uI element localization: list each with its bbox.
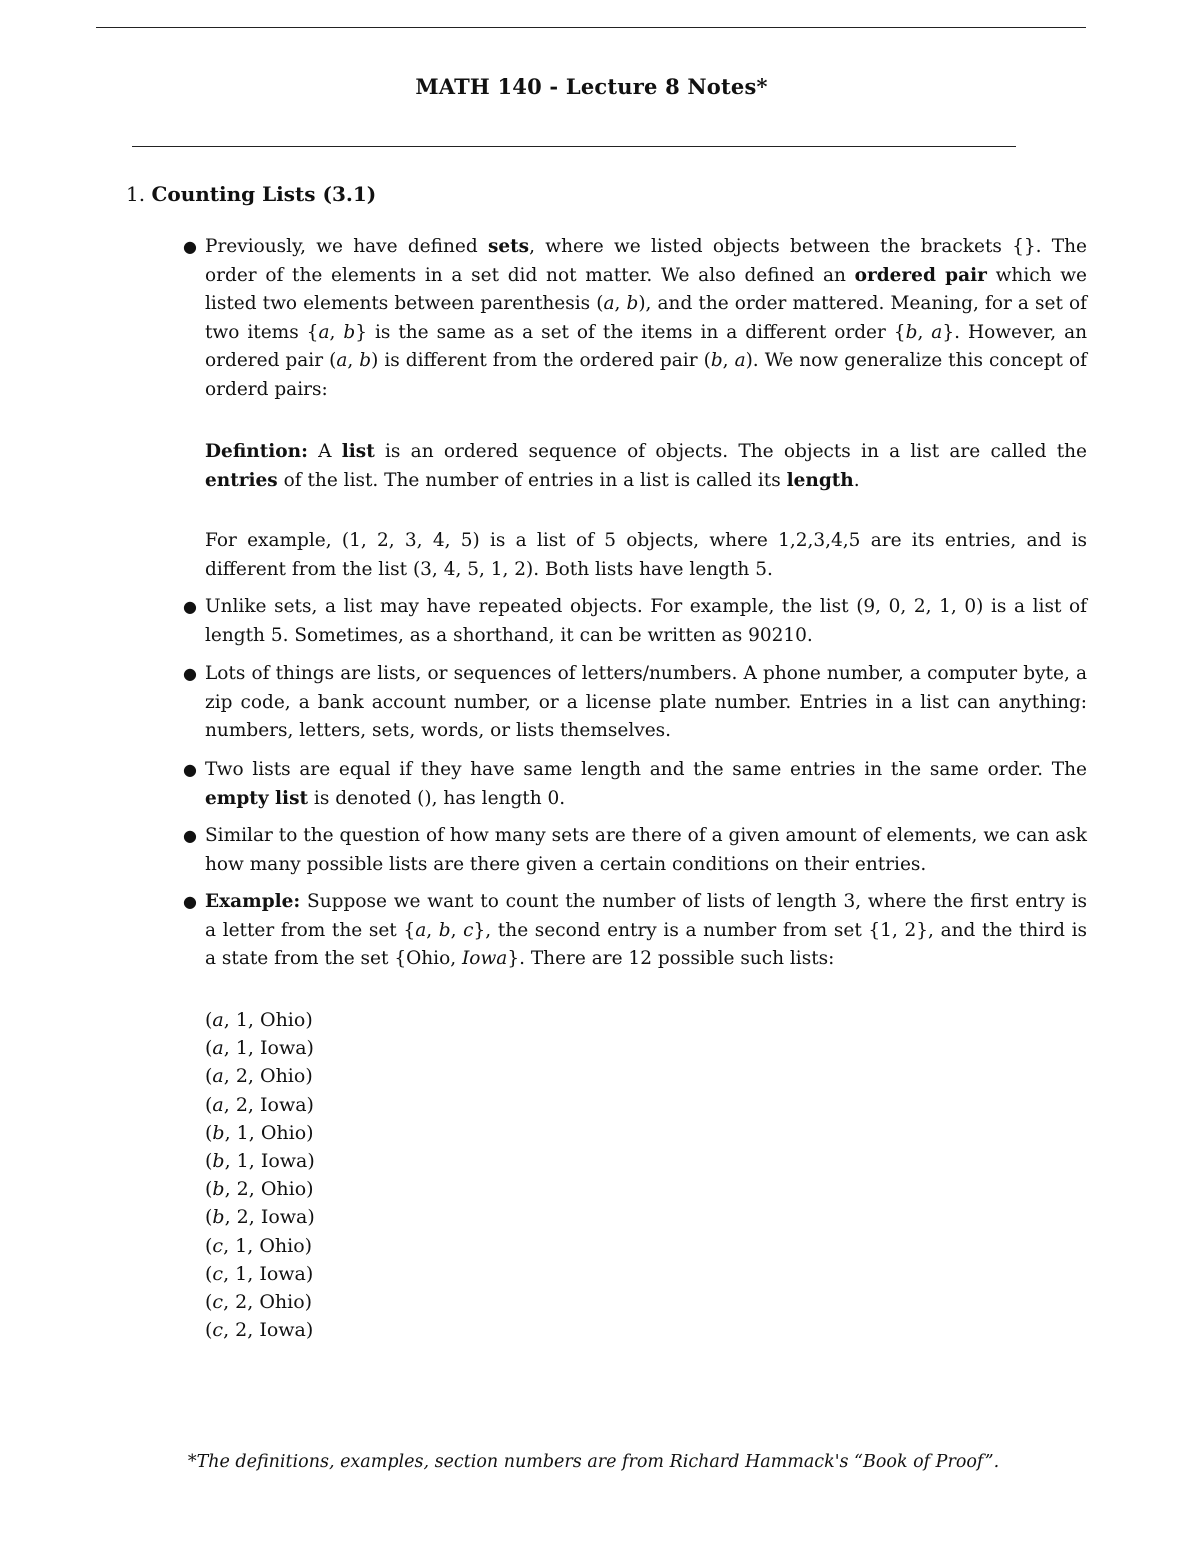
- text: , 1, Ohio): [224, 1121, 314, 1144]
- text: which we listed two elements between parenthesis (: [205, 264, 1087, 315]
- var: a: [212, 1009, 224, 1031]
- text: ,: [426, 919, 439, 941]
- term-list: list: [341, 441, 375, 462]
- text: ). We now generalize this concept of orderd pairs:: [205, 350, 1087, 400]
- bullet-icon: ●: [183, 597, 197, 616]
- text: , 2, Iowa): [224, 1206, 315, 1229]
- example-paragraph: For example, (1, 2, 3, 4, 5) is a list of 5 objects, where 1,2,3,4,5 are its entries, and is different from the list (3, 4, 5, 1, 2). Both lists have length 5.: [205, 530, 1087, 580]
- list-item: [205, 1260, 315, 1288]
- bullet-icon: ●: [183, 664, 197, 683]
- var: a: [603, 293, 615, 315]
- bullet-repeated: Unlike sets, a list may have repeated objects. For example, the list (9, 0, 2, 1, 0) is a list of length 5. Sometimes, as a shorthand, it can be written as 90210.: [205, 596, 1087, 646]
- text: .: [853, 469, 860, 491]
- var: a: [318, 321, 330, 343]
- var: b: [626, 293, 639, 315]
- section-title: Counting Lists (3.1): [151, 182, 377, 206]
- text: ,: [917, 321, 932, 343]
- definition-label: Defintion:: [205, 441, 308, 462]
- list-item: [205, 1006, 315, 1034]
- text: ,: [722, 350, 735, 372]
- text: , 2, Iowa): [223, 1319, 314, 1342]
- text: }. However, an ordered pair (: [205, 321, 1088, 372]
- possible-lists: [205, 1006, 315, 1344]
- var: c: [463, 919, 474, 941]
- text: , 1, Iowa): [223, 1262, 314, 1285]
- var: a: [212, 1065, 224, 1088]
- bullet-equal-lists: [205, 756, 1087, 813]
- var: b: [905, 321, 918, 343]
- list-item: [205, 1062, 315, 1090]
- section-heading: [126, 182, 376, 206]
- var: b: [710, 350, 723, 372]
- var: a: [931, 321, 943, 343]
- var: c: [212, 1319, 224, 1342]
- bullet-icon: ●: [183, 892, 197, 911]
- text: , 1, Iowa): [224, 1150, 315, 1173]
- paren: (: [205, 1291, 213, 1314]
- text: Two lists are equal if they have same length and the same entries in the same order. The: [205, 759, 1087, 780]
- text: Previously, we have defined: [205, 236, 488, 257]
- text: ,: [347, 350, 360, 372]
- bullet-lots-of-things: Lots of things are lists, or sequences of letters/numbers. A phone number, a computer byte, a zip code, a bank account number, or a license plate number. Entries in a list can anything: numbers, letters, sets, words, or lists themselves.: [205, 663, 1087, 742]
- text: , 1, Ohio): [223, 1234, 313, 1257]
- term-length: length: [786, 469, 854, 491]
- definition-paragraph: [205, 438, 1087, 495]
- var: Iowa: [462, 948, 508, 970]
- var: a: [336, 350, 348, 372]
- text: ), and the order mattered. Meaning, for a set of two items {: [205, 293, 1087, 343]
- bullet-icon: ●: [183, 826, 197, 845]
- text: is an ordered sequence of objects. The objects in a list are called the: [374, 441, 1087, 462]
- bullet-similar: Similar to the question of how many sets are there of a given amount of elements, we can ask how many possible lists are there given a certain conditions on their entries.: [205, 825, 1087, 875]
- paren: (: [205, 1121, 213, 1144]
- var: a: [734, 350, 746, 372]
- text: ) is different from the ordered pair (: [371, 350, 711, 372]
- term-ordered-pair: ordered pair: [854, 264, 987, 286]
- term-sets: sets: [487, 236, 530, 257]
- bullet-previously: [205, 233, 1087, 405]
- var: b: [212, 1121, 225, 1144]
- page-title: MATH 140 - Lecture 8 Notes*: [415, 74, 768, 99]
- top-rule: [96, 27, 1086, 28]
- paren: (: [205, 1262, 213, 1285]
- var: b: [212, 1206, 225, 1229]
- footnote: *The definitions, examples, section numbers are from Richard Hammack's “Book of Proof”.: [187, 1452, 1000, 1472]
- var: c: [212, 1262, 224, 1285]
- bullet-example: [205, 888, 1087, 974]
- paren: (: [205, 1065, 213, 1088]
- text: of the list. The number of entries in a list is called its: [277, 469, 787, 491]
- list-item: [205, 1034, 315, 1062]
- text: ,: [450, 919, 464, 941]
- text: A: [307, 441, 342, 462]
- text: , 2, Ohio): [224, 1178, 314, 1201]
- text: , where we listed objects between the brackets {}. The order of the elements in a set did not matter. We also defined an: [205, 236, 1087, 286]
- var: c: [212, 1234, 224, 1257]
- text: }, the second entry is a number from set {1, 2}, and the third is a state from the set {Ohio,: [205, 919, 1087, 970]
- bullet-icon: ●: [183, 237, 197, 256]
- var: b: [212, 1150, 225, 1173]
- paren: (: [205, 1234, 213, 1257]
- text: , 2, Ohio): [223, 1065, 313, 1088]
- text: , 2, Iowa): [223, 1093, 314, 1116]
- text: Suppose we want to count the number of lists of length 3, where the first entry is a letter from the set {: [205, 891, 1087, 941]
- list-item: [205, 1147, 315, 1175]
- paren: (: [205, 1093, 213, 1116]
- list-item: [205, 1232, 315, 1260]
- var: b: [359, 350, 372, 372]
- paren: (: [205, 1037, 213, 1060]
- var: a: [212, 1093, 224, 1116]
- text: } is the same as a set of the items in a different order {: [355, 321, 906, 343]
- var: a: [212, 1037, 224, 1060]
- text: , 1, Iowa): [223, 1037, 314, 1060]
- list-item: [205, 1316, 315, 1344]
- var: a: [415, 919, 427, 941]
- list-item: [205, 1091, 315, 1119]
- text: ,: [614, 293, 627, 315]
- text: , 1, Ohio): [223, 1009, 313, 1031]
- list-item: [205, 1119, 315, 1147]
- section-number: 1.: [126, 182, 146, 206]
- list-item: [205, 1288, 315, 1316]
- list-item: [205, 1175, 315, 1203]
- example-label: Example:: [205, 891, 301, 912]
- term-entries: entries: [205, 469, 278, 491]
- text: , 2, Ohio): [223, 1291, 313, 1314]
- bullet-icon: ●: [183, 760, 197, 779]
- term-empty-list: empty list: [205, 787, 309, 809]
- var: b: [438, 919, 451, 941]
- text: is denoted (), has length 0.: [308, 787, 566, 809]
- paren: (: [205, 1150, 213, 1173]
- list-item: [205, 1203, 315, 1231]
- title-rule: [132, 146, 1016, 147]
- var: b: [212, 1178, 225, 1201]
- paren: (: [205, 1319, 213, 1342]
- paren: (: [205, 1206, 213, 1229]
- text: }. There are 12 possible such lists:: [507, 948, 835, 970]
- var: b: [343, 321, 356, 343]
- var: c: [212, 1291, 224, 1314]
- paren: (: [205, 1009, 213, 1031]
- text: ,: [329, 321, 344, 343]
- paren: (: [205, 1178, 213, 1201]
